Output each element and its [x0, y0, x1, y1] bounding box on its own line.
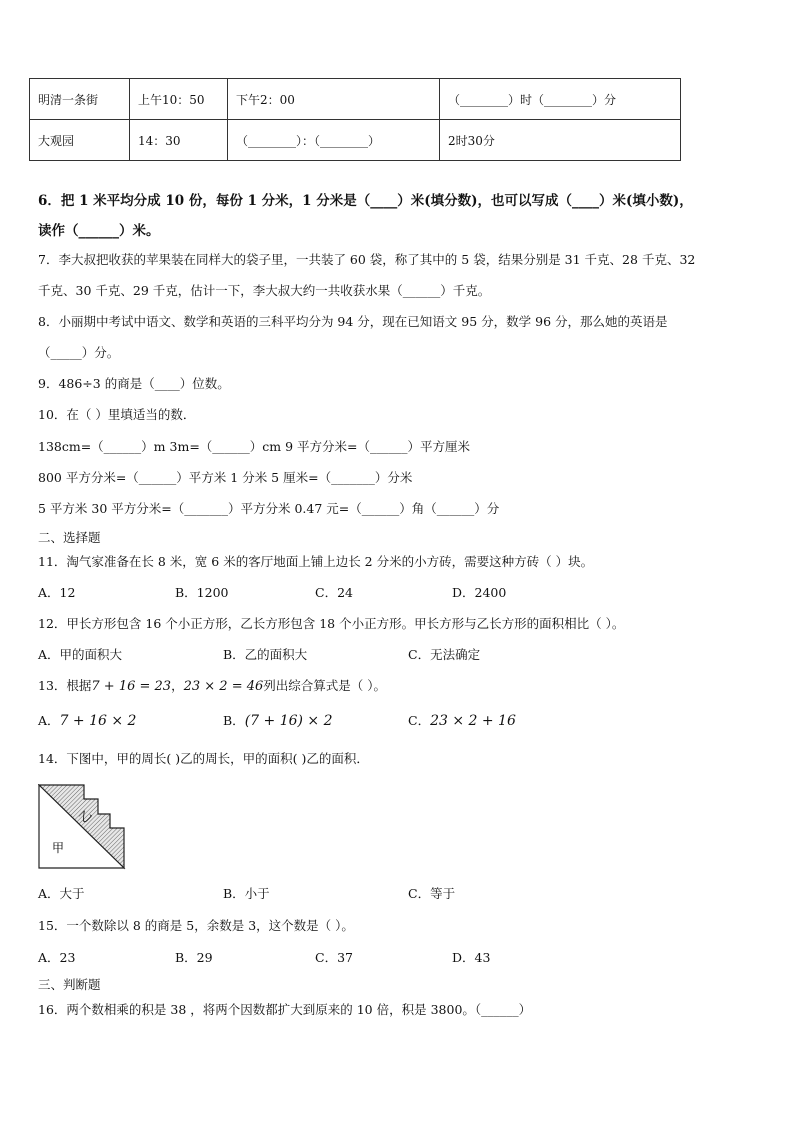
- q7-line1: 7．李大叔把收获的苹果装在同样大的袋子里，一共装了 60 袋，称了其中的 5 袋，结果分别是 31 千克、28 千克、32: [38, 252, 696, 267]
- q10-line1: 138cm=（______）m 3m=（______）cm 9 平方分米=（______）平方厘米: [38, 439, 471, 454]
- q14-option-c: C．等于: [408, 886, 456, 901]
- q13-equation-2: 23 × 2 = 46: [183, 679, 264, 694]
- q13-stem-suffix: 列出综合算式是（ ）。: [263, 678, 386, 693]
- table-row: [30, 120, 681, 161]
- label-yi: 乙: [76, 807, 95, 826]
- q13-option-c: [408, 713, 516, 729]
- option-letter: B．: [223, 713, 245, 728]
- label-jia: 甲: [52, 841, 65, 855]
- table-cell: 明清一条街: [30, 79, 130, 120]
- q11-option-a: A．12: [38, 585, 76, 600]
- table-row: [30, 79, 681, 120]
- option-expression: 7 + 16 × 2: [59, 713, 137, 729]
- q10-line3: 5 平方米 30 平方分米=（_______）平方分米 0.47 元=（______）角（______）分: [38, 501, 500, 516]
- option-letter: C．: [408, 713, 431, 728]
- q12-option-b: B．乙的面积大: [223, 647, 308, 662]
- q13-option-a: [38, 713, 136, 729]
- table-cell: 上午10：50: [130, 79, 228, 120]
- q8-line2: （_____）分。: [38, 345, 120, 360]
- q12-option-c: C．无法确定: [408, 647, 481, 662]
- q10-title: 10．在（ ）里填适当的数．: [38, 407, 196, 422]
- option-expression: 23 × 2 + 16: [430, 713, 516, 729]
- q10-line2: 800 平方分米=（______）平方米 1 分米 5 厘米=（_______）分米: [38, 470, 413, 485]
- q13-equation-1: 7 + 16 = 23: [91, 679, 172, 694]
- q15-option-a: A．23: [38, 950, 76, 965]
- q15-option-c: C．37: [315, 950, 353, 965]
- option-letter: A．: [38, 713, 60, 728]
- q6-line2: 读作（______）米。: [38, 223, 160, 239]
- q16: 16．两个数相乘的积是 38 ，将两个因数都扩大到原来的 10 倍，积是 3800。（______）: [38, 1002, 532, 1017]
- q15-option-b: B．29: [175, 950, 213, 965]
- q15-stem: 15．一个数除以 8 的商是 5，余数是 3，这个数是（ ）。: [38, 918, 354, 933]
- table-cell: 下午2：00: [228, 79, 440, 120]
- table-cell: （________）：（________）: [228, 120, 440, 161]
- schedule-table: [29, 78, 681, 161]
- q9: 9．486÷3 的商是（____）位数。: [38, 376, 230, 391]
- table-cell: 大观园: [30, 120, 130, 161]
- q8-line1: 8．小丽期中考试中语文、数学和英语的三科平均分为 94 分，现在已知语文 95 分，数学 96 分，那么她的英语是: [38, 314, 668, 329]
- q12-stem: 12．甲长方形包含 16 个小正方形，乙长方形包含 18 个小正方形。甲长方形与乙长方形的面积相比（ ）。: [38, 616, 625, 631]
- table-cell: 2时30分: [440, 120, 681, 161]
- q7-line2: 千克、30 千克、29 千克，估计一下，李大叔大约一共收获水果（______）千克。: [38, 283, 491, 298]
- q13-option-b: [223, 713, 333, 729]
- q13-separator: ，: [171, 678, 184, 693]
- q11-option-b: B．1200: [175, 585, 229, 600]
- table-cell: （________）时（________）分: [440, 79, 681, 120]
- section-heading: 三、判断题: [38, 977, 101, 992]
- q6-line1: 6．把 1 米平均分成 10 份，每份 1 分米，1 分米是（____）米(填分数)，也可以写成（____）米(填小数)，: [38, 193, 693, 209]
- section-heading: 二、选择题: [38, 530, 101, 545]
- q11-stem: 11．淘气家准备在长 8 米，宽 6 米的客厅地面上铺上边长 2 分米的小方砖，需要这种方砖（ ）块。: [38, 554, 594, 569]
- option-expression: (7 + 16) × 2: [244, 713, 333, 729]
- table-cell: 14：30: [130, 120, 228, 161]
- q15-option-d: D．43: [452, 950, 491, 965]
- q14-option-a: A．大于: [38, 886, 85, 901]
- q14-stem: 14．下图中，甲的周长( )乙的周长，甲的面积( )乙的面积．: [38, 751, 369, 766]
- q11-option-c: C．24: [315, 585, 353, 600]
- q14-option-b: B．小于: [223, 886, 270, 901]
- q11-option-d: D．2400: [452, 585, 507, 600]
- q13-stem: [38, 678, 386, 695]
- q14-figure: [38, 784, 126, 870]
- q13-stem-prefix: 13．根据: [38, 678, 92, 693]
- q12-option-a: A．甲的面积大: [38, 647, 123, 662]
